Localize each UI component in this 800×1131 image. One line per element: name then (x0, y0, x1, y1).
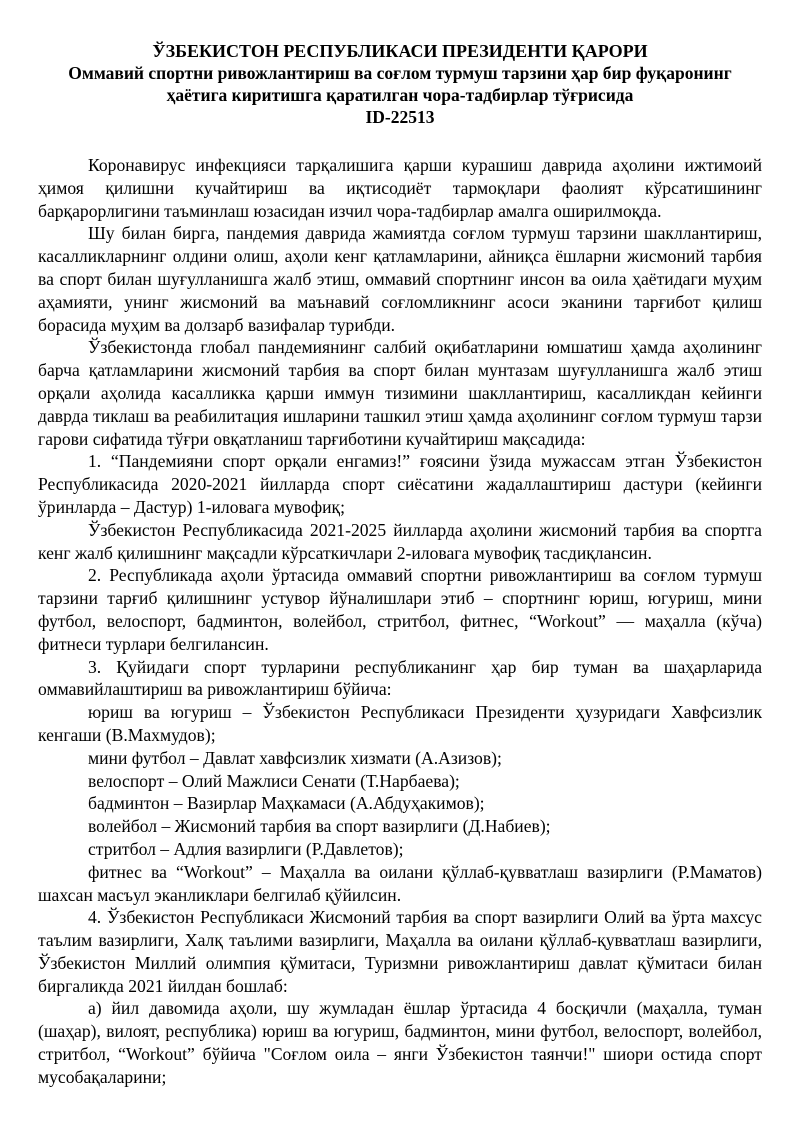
paragraph-item-1: 1. “Пандемияни спорт орқали енгамиз!” ғоясини ўзида мужассам этган Ўзбекистон Республикасида 2020-2021 йилларда спорт сиёсатини жадаллаштириш дастури (кейинги ўринларда – Дастур) 1-иловага мувофиқ; (38, 451, 762, 517)
document-subtitle-line-2: ҳаётига киритишга қаратилган чора-тадбирлар тўғрисида (166, 85, 634, 105)
document-header (38, 40, 762, 128)
document-body (38, 154, 762, 1089)
list-item-volleyball: волейбол – Жисмоний тарбия ва спорт вазирлиги (Д.Набиев); (88, 816, 551, 837)
list-item-badminton: бадминтон – Вазирлар Маҳкамаси (А.Абдуҳакимов); (88, 793, 485, 814)
list-item-streetball: стритбол – Адлия вазирлиги (Р.Давлетов); (88, 838, 404, 859)
paragraph-context: Шу билан бирга, пандемия даврида жамиятда соғлом турмуш тарзини шакллантириш, касалликларнинг олдини олиш, аҳоли кенг қатламларини, айниқса ёшларни жисмоний тарбия ва спорт билан шуғулланишга жалб этиш, оммавий спортнинг инсон ва оила ҳаётидаги муҳим аҳамияти, унинг жисмоний ва маънавий соғломликнинг асоси эканини тарғибот қилиш борасида муҳим ва долзарб вазифалар турибди. (38, 223, 762, 335)
paragraph-item-3: 3. Қуйидаги спорт турларини республиканинг ҳар бир туман ва шаҳарларида оммавийлаштириш ва ривожлантириш бўйича: (38, 656, 762, 700)
paragraph-item-2: 2. Республикада аҳоли ўртасида оммавий спортни ривожлантириш ва соғлом турмуш тарзини тарғиб қилишнинг устувор йўналишлари этиб – спортнинг юриш, югуриш, мини футбол, велоспорт, бадминтон, волейбол, стритбол, фитнес, “Workout” — маҳалла (кўча) фитнеси турлари белгилансин. (38, 565, 762, 654)
paragraph-item-4a: а) йил давомида аҳоли, шу жумладан ёшлар ўртасида 4 босқичли (маҳалла, туман (шаҳар), вилоят, республика) юриш ва югуриш, бадминтон, мини футбол, велоспорт, волейбол, стритбол, “Workout” бўйича "Соғлом оила – янги Ўзбекистон таянчи!" шиори остида спорт мусобақаларини; (38, 998, 762, 1087)
list-item-cycling: велоспорт – Олий Мажлиси Сенати (Т.Нарбаева); (88, 770, 460, 791)
list-item-fitness-workout: фитнес ва “Workout” – Маҳалла ва оилани қўллаб-қувватлаш вазирлиги (Р.Маматов) шахсан масъул эканликлари белгилаб қўйилсин. (38, 861, 762, 905)
paragraph-purpose: Ўзбекистонда глобал пандемиянинг салбий оқибатларини юмшатиш ҳамда аҳолининг барча қатламларини жисмоний тарбия ва спорт билан мунтазам шуғулланишга жалб этиш орқали аҳолида касалликка қарши иммун тизимини шакллантириш, касалликдан кейинги даврда тиклаш ва реабилитация ишларини ташкил этиш ҳамда аҳолининг соғлом турмуш тарзи гарови сифатида тўғри овқатланиш тарғиботини кучайтириш мақсадида: (38, 337, 762, 449)
paragraph-item-1-continued: Ўзбекистон Республикасида 2021-2025 йилларда аҳолини жисмоний тарбия ва спортга кенг жалб қилишнинг мақсадли кўрсаткичлари 2-иловага мувофиқ тасдиқлансин. (38, 519, 762, 563)
paragraph-item-4: 4. Ўзбекистон Республикаси Жисмоний тарбия ва спорт вазирлиги Олий ва ўрта махсус таълим вазирлиги, Халқ таълими вазирлиги, Маҳалла ва оилани қўллаб-қувватлаш вазирлиги, Ўзбекистон Миллий олимпия қўмитаси, Туризмни ривожлантириш давлат қўмитаси билан биргаликда 2021 йилдан бошлаб: (38, 907, 762, 996)
document-subtitle-line-1: Оммавий спортни ривожлантириш ва соғлом турмуш тарзини ҳар бир фуқаронинг (68, 63, 732, 83)
document-id: ID-22513 (365, 107, 435, 127)
document-title: ЎЗБЕКИСТОН РЕСПУБЛИКАСИ ПРЕЗИДЕНТИ ҚАРОРИ (152, 41, 648, 61)
list-item-walking-running: юриш ва югуриш – Ўзбекистон Республикаси Президенти ҳузуридаги Хавфсизлик кенгаши (В.Махмудов); (38, 702, 762, 745)
paragraph-intro: Коронавирус инфекцияси тарқалишига қарши курашиш даврида аҳолини ижтимоий ҳимоя қилишни кучайтириш ва иқтисодиёт тармоқлари фаолият кўрсатишининг барқарорлигини таъминлаш юзасидан изчил чора-тадбирлар амалга оширилмоқда. (38, 155, 762, 221)
list-item-mini-football: мини футбол – Давлат хавфсизлик хизмати (А.Азизов); (88, 747, 502, 768)
